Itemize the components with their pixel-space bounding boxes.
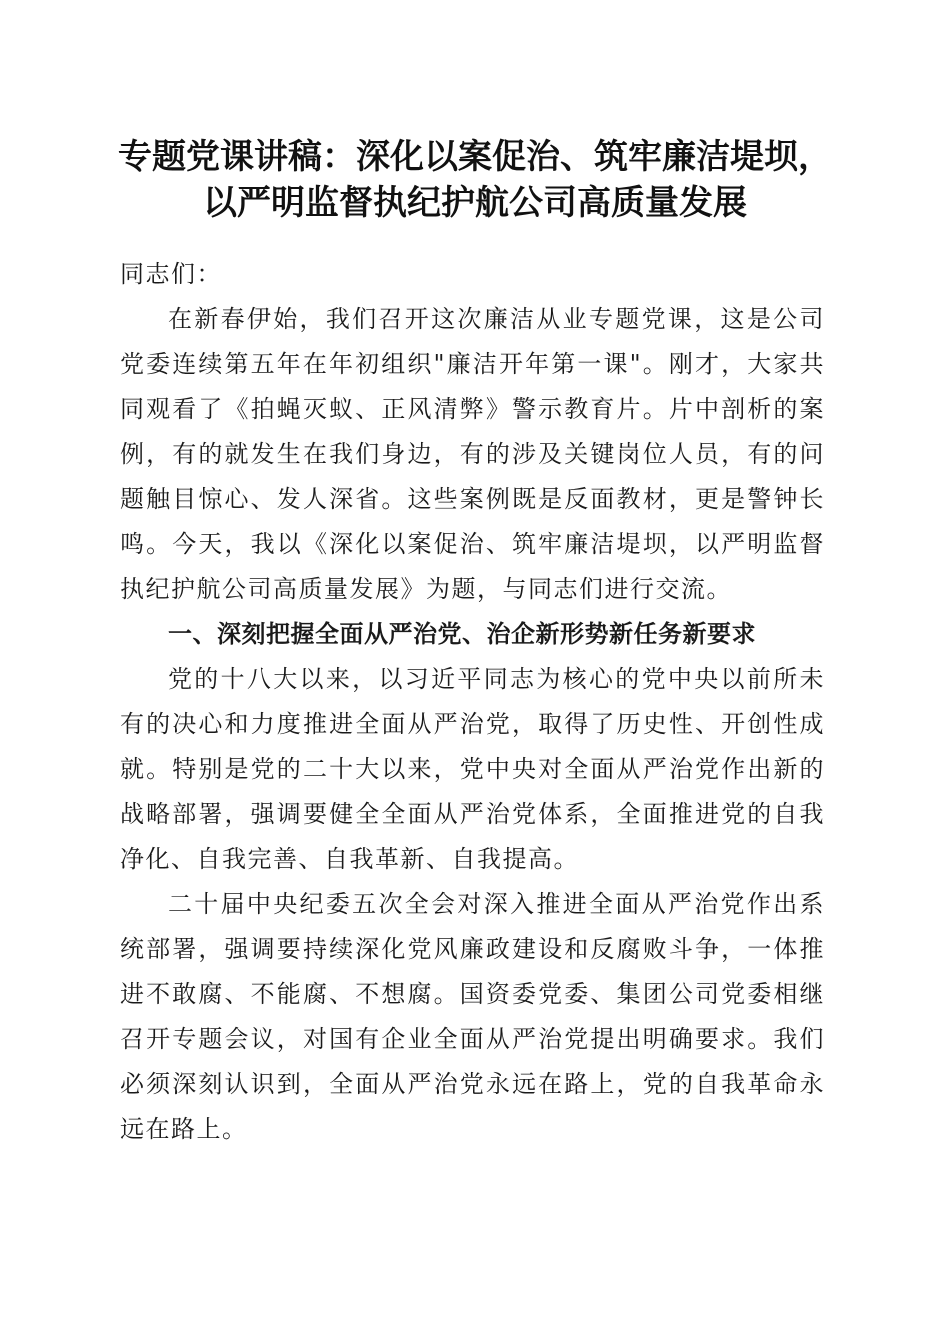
title-line-2: 以严明监督执纪护航公司高质量发展	[203, 183, 747, 223]
salutation: 同志们：	[120, 260, 222, 288]
paragraph-intro: 在新春伊始，我们召开这次廉洁从业专题党课，这是公司党委连续第五年在年初组织"廉洁开年第一课"。刚才，大家共同观看了《拍蝇灭蚁、正风清弊》警示教育片。片中剖析的案例，有的就发生在我们身边，有的涉及关键岗位人员，有的问题触目惊心、发人深省。这些案例既是反面教材，更是警钟长鸣。今天，我以《深化以案促治、筑牢廉洁堤坝，以严明监督执纪护航公司高质量发展》为题，与同志们进行交流。	[120, 305, 825, 603]
document-title	[100, 134, 850, 226]
title-line-1: 专题党课讲稿：深化以案促治、筑牢廉洁堤坝，	[118, 137, 832, 177]
section-heading-1: 一、深刻把握全面从严治党、治企新形势新任务新要求	[168, 620, 756, 648]
paragraph-2: 党的十八大以来，以习近平同志为核心的党中央以前所未有的决心和力度推进全面从严治党，取得了历史性、开创性成就。特别是党的二十大以来，党中央对全面从严治党作出新的战略部署，强调要健全全面从严治党体系，全面推进党的自我净化、自我完善、自我革新、自我提高。	[120, 665, 825, 873]
document-body	[120, 252, 825, 1152]
paragraph-3: 二十届中央纪委五次全会对深入推进全面从严治党作出系统部署，强调要持续深化党风廉政建设和反腐败斗争，一体推进不敢腐、不能腐、不想腐。国资委党委、集团公司党委相继召开专题会议，对国有企业全面从严治党提出明确要求。我们必须深刻认识到，全面从严治党永远在路上，党的自我革命永远在路上。	[120, 890, 825, 1143]
